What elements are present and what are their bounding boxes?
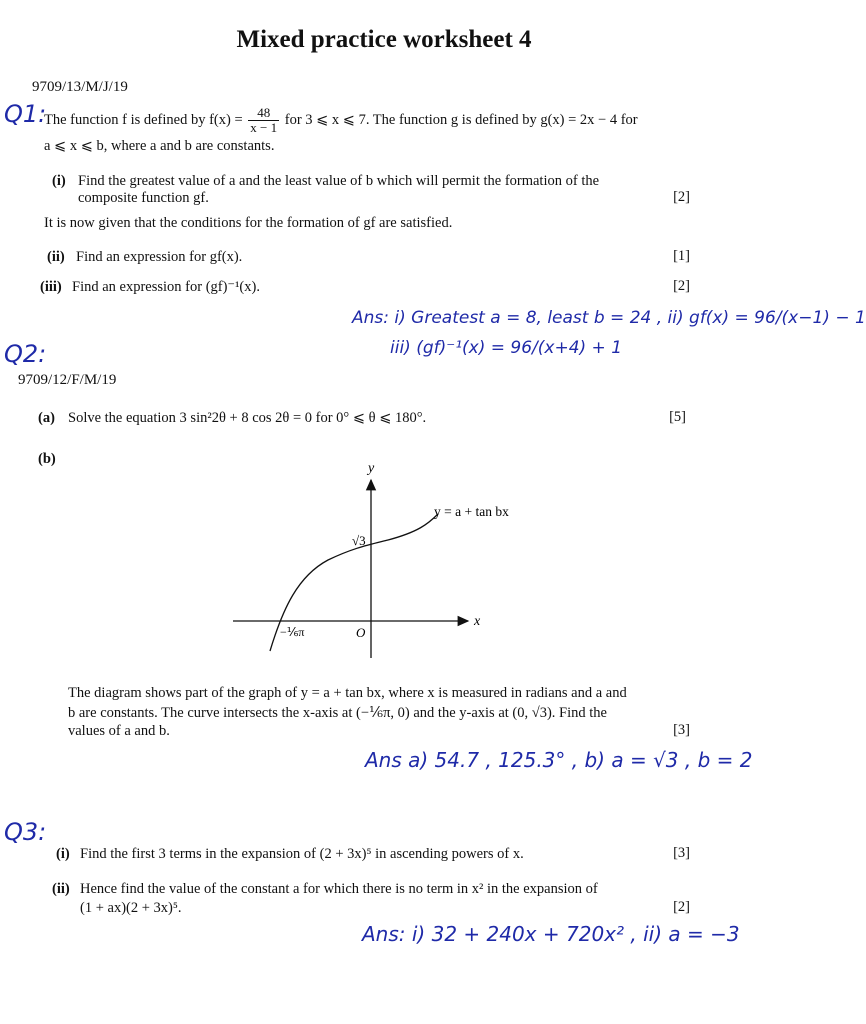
q3-ii-text-1: Hence find the value of the constant a for which there is no term in x² in the expansion of xyxy=(80,881,598,897)
q1-intro-part-c: a ⩽ x ⩽ b, where a and b are constants. xyxy=(44,138,275,154)
q3-handwritten-label: Q3: xyxy=(4,818,47,846)
q1-iii-mark: [2] xyxy=(673,278,690,294)
q1-handwritten-label: Q1: xyxy=(4,100,47,128)
page-title: Mixed practice worksheet 4 xyxy=(236,26,532,53)
q2-b-text-1: The diagram shows part of the graph of y = a + tan bx, where x is measured in radians and a and xyxy=(68,685,627,701)
q3-answer: Ans: i) 32 + 240x + 720x² , ii) a = −3 xyxy=(362,922,740,946)
q3-i-text: Find the first 3 terms in the expansion of (2 + 3x)⁵ in ascending powers of x. xyxy=(80,846,524,862)
q2-b-mark: [3] xyxy=(673,722,690,738)
origin-label: O xyxy=(356,625,366,640)
q1-intro xyxy=(44,106,714,135)
q1-answer-line-2: iii) (gf)⁻¹(x) = 96/(x+4) + 1 xyxy=(390,338,623,358)
q3-ii-label: (ii) xyxy=(52,881,70,897)
q1-fraction-denominator: x − 1 xyxy=(250,120,278,135)
q1-i-mark: [2] xyxy=(673,189,690,205)
q2-a-text: Solve the equation 3 sin²2θ + 8 cos 2θ = 0 for 0° ⩽ θ ⩽ 180°. xyxy=(68,410,427,426)
q3-ii-mark: [2] xyxy=(673,899,690,915)
q1-paper-code: 9709/13/M/J/19 xyxy=(32,79,128,95)
q1-ii-mark: [1] xyxy=(673,248,690,264)
q3-i-mark: [3] xyxy=(673,845,690,861)
q1-ii-text: Find an expression for gf(x). xyxy=(76,249,243,265)
q2-b-text-3: values of a and b. xyxy=(68,723,170,739)
q3-ii-text-2: (1 + ax)(2 + 3x)⁵. xyxy=(80,900,182,916)
q1-ii-label: (ii) xyxy=(47,249,65,265)
q3-i-label: (i) xyxy=(56,846,70,862)
q2-answer: Ans a) 54.7 , 125.3° , b) a = √3 , b = 2 xyxy=(365,748,753,772)
q2-paper-code: 9709/12/F/M/19 xyxy=(18,372,117,388)
q2-a-mark: [5] xyxy=(669,409,686,425)
q1-iii-label: (iii) xyxy=(40,279,62,295)
y-axis-label: y xyxy=(368,461,375,476)
q2-b-label: (b) xyxy=(38,451,56,467)
q1-i-label: (i) xyxy=(52,173,66,189)
y-intercept-label: √3 xyxy=(352,533,366,548)
q2-graph xyxy=(228,458,528,668)
q1-answer-line-1: Ans: i) Greatest a = 8, least b = 24 , ii) gf(x) = 96/(x−1) − 1 xyxy=(352,308,866,328)
q1-i-text-1: Find the greatest value of a and the least value of b which will permit the formation of the xyxy=(78,173,600,189)
x-axis-label: x xyxy=(474,614,481,629)
q2-b-text-2: b are constants. The curve intersects the x-axis at (−⅙π, 0) and the y-axis at (0, √3). Find the xyxy=(68,705,607,721)
q2-a-label: (a) xyxy=(38,410,55,426)
q1-iii-text: Find an expression for (gf)⁻¹(x). xyxy=(72,279,260,295)
q1-intro-part-a: The function f is defined by f(x) = xyxy=(44,111,247,128)
q1-fraction-numerator: 48 xyxy=(248,106,279,121)
x-intercept-label: −⅙π xyxy=(280,625,305,639)
q1-i-text-2: composite function gf. xyxy=(78,190,209,206)
q1-intro-part-b: for 3 ⩽ x ⩽ 7. The function g is defined by g(x) = 2x − 4 for xyxy=(281,111,638,128)
curve-label: y = a + tan bx xyxy=(434,504,509,519)
q1-fraction xyxy=(248,106,279,135)
q2-handwritten-label: Q2: xyxy=(4,340,47,368)
q1-note: It is now given that the conditions for the formation of gf are satisfied. xyxy=(44,215,453,231)
